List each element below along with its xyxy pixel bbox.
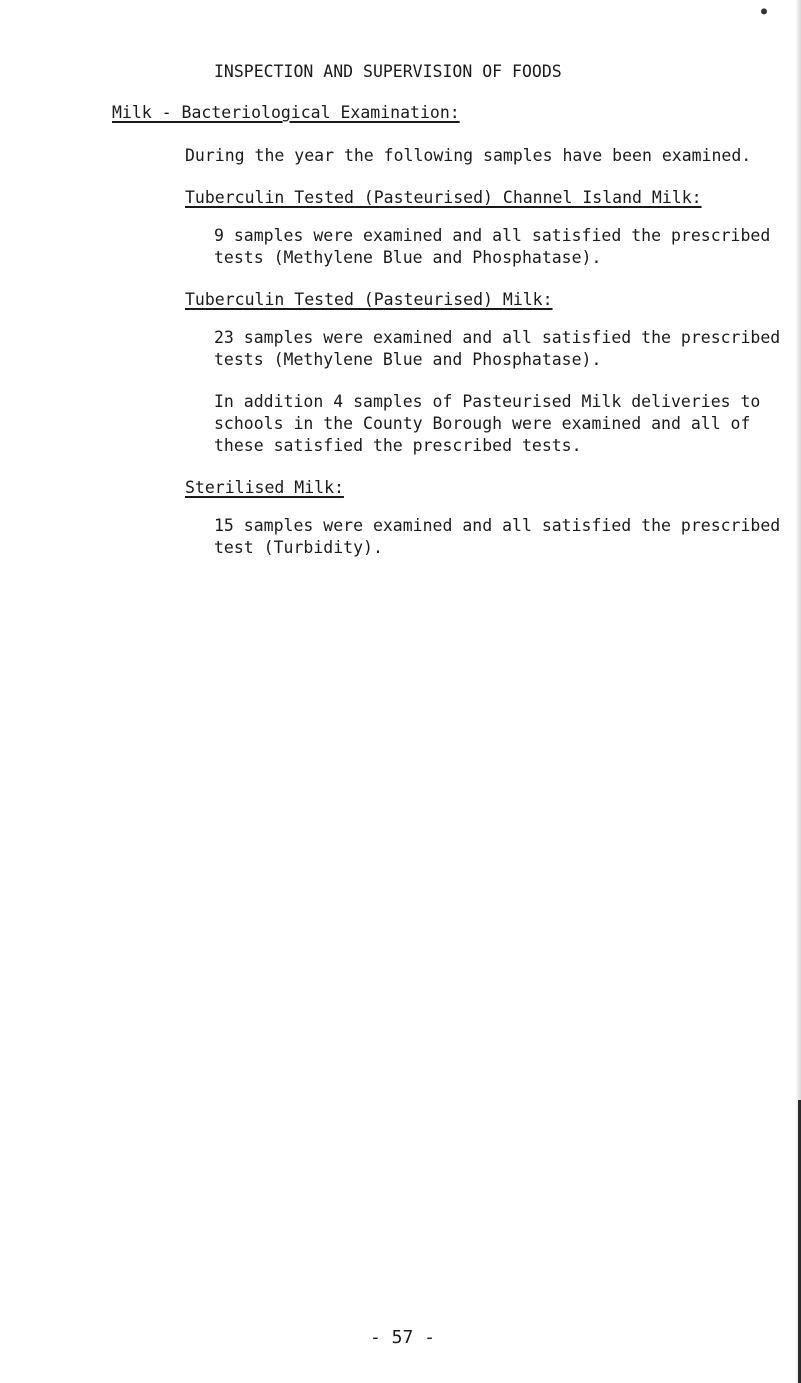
scan-dot-mark: ● xyxy=(760,6,767,17)
paragraph-line: 9 samples were examined and all satisfied the prescribed xyxy=(214,226,771,245)
subsection-heading-channel-island: Tuberculin Tested (Pasteurised) Channel Island Milk: xyxy=(185,188,702,207)
paragraph-line: 23 samples were examined and all satisfied the prescribed xyxy=(214,328,781,347)
paragraph-line: 15 samples were examined and all satisfied the prescribed xyxy=(214,516,781,535)
paragraph-line: tests (Methylene Blue and Phosphatase). xyxy=(214,350,602,369)
section-heading: Milk - Bacteriological Examination: xyxy=(112,103,460,122)
page-title: INSPECTION AND SUPERVISION OF FOODS xyxy=(214,62,562,81)
intro-paragraph: During the year the following samples have been examined. xyxy=(185,146,752,165)
subsection-heading-pasteurised: Tuberculin Tested (Pasteurised) Milk: xyxy=(185,290,553,309)
page-number: - 57 - xyxy=(370,1327,436,1348)
paragraph-line: these satisfied the prescribed tests. xyxy=(214,436,582,455)
paragraph-line: schools in the County Borough were examined and all of xyxy=(214,414,751,433)
paragraph-line: test (Turbidity). xyxy=(214,538,383,557)
subsection-heading-sterilised: Sterilised Milk: xyxy=(185,478,344,497)
paragraph-line: In addition 4 samples of Pasteurised Milk deliveries to xyxy=(214,392,761,411)
paragraph-line: tests (Methylene Blue and Phosphatase). xyxy=(214,248,602,267)
